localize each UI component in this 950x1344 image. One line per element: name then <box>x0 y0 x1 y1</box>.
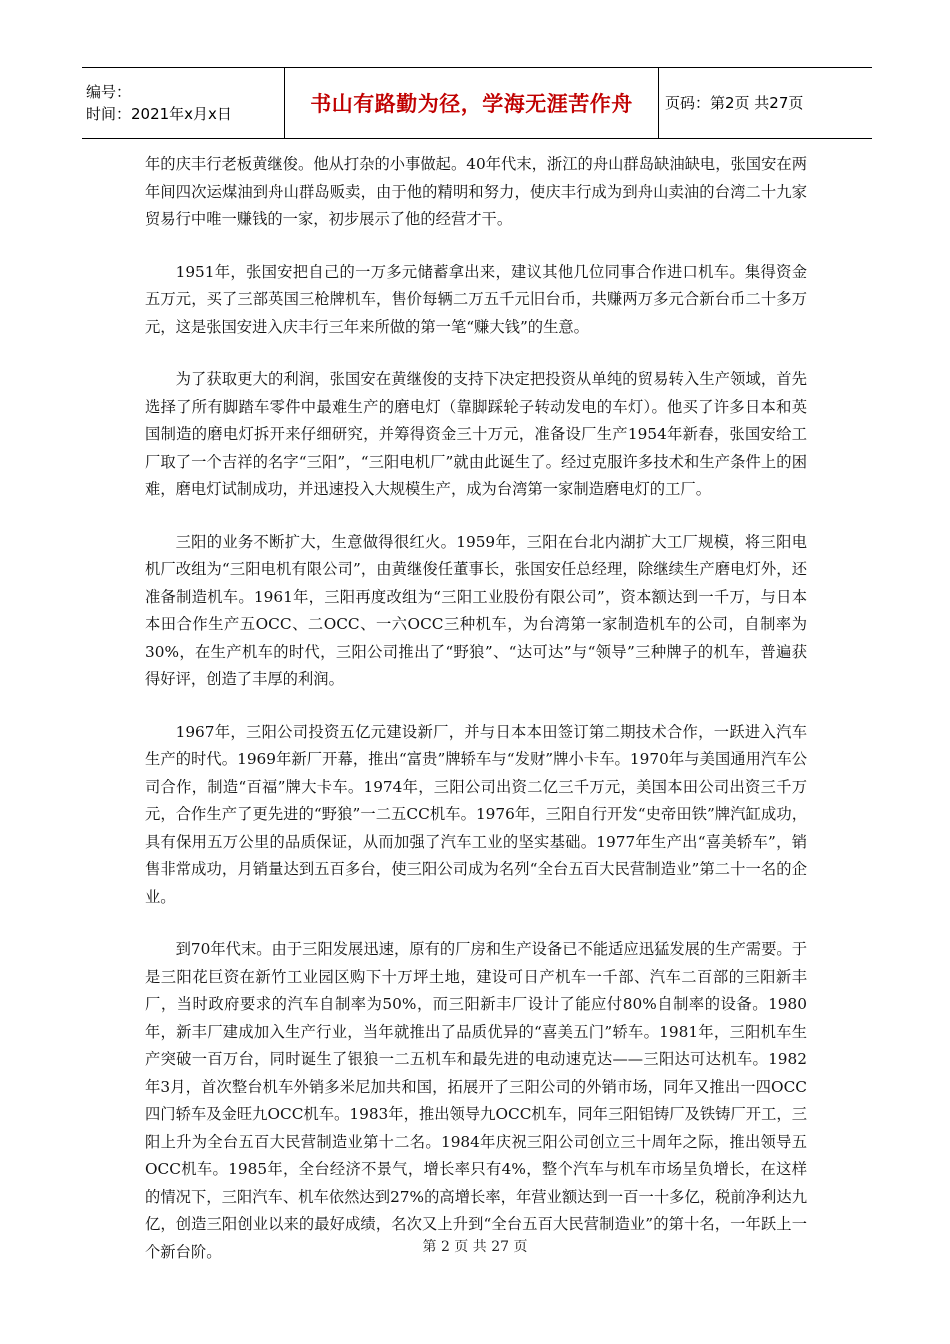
paragraph-2: 1951年，张国安把自己的一万多元储蓄拿出来，建议其他几位同事合作进口机车。集得资金五万元，买了三部英国三枪牌机车，售价每辆二万五千元旧台币，共赚两万多元合新台币二十多万元，这是张国安进入庆丰行三年来所做的第一笔“赚大钱”的生意。 <box>145 262 807 336</box>
header-page-cell <box>659 68 872 138</box>
header-motto-cell <box>285 68 659 138</box>
header-meta <box>82 68 285 138</box>
document-date-label: 时间：2021年x月x日 <box>86 105 232 123</box>
document-number-label: 编号： <box>86 83 132 101</box>
page-footer <box>0 1236 950 1256</box>
header-page-label: 页码：第2页 共27页 <box>665 94 804 112</box>
footer-page-number: 第 2 页 共 27 页 <box>422 1239 528 1255</box>
paragraph-6: 到70年代末。由于三阳发展迅速，原有的厂房和生产设备已不能适应迅猛发展的生产需要。于是三阳花巨资在新竹工业园区购下十万坪土地，建设可日产机车一千部、汽车二百部的三阳新丰厂，当时政府要求的汽车自制率为50%，而三阳新丰厂设计了能应付80%自制率的设备。1980年，新丰厂建成加入生产行业，当年就推出了品质优异的“喜美五门”轿车。1981年，三阳机车生产突破一百万台，同时诞生了银狼一二五机车和最先进的电动速克达——三阳达可达机车。1982年3月，首次整台机车外销多米尼加共和国，拓展开了三阳公司的外销市场，同年又推出一四OCC四门轿车及金旺九OCC机车。1983年，推出领导九OCC机车，同年三阳铝铸厂及铁铸厂开工，三阳上升为全台五百大民营制造业第十二名。1984年庆祝三阳公司创立三十周年之际，推出领导五OCC机车。1985年，全台经济不景气，增长率只有4%，整个汽车与机车市场呈负增长，在这样的情况下，三阳汽车、机车依然达到27%的高增长率，年营业额达到一百一十多亿，税前净利达九亿，创造三阳创业以来的最好成绩，名次又上升到“全台五百大民营制造业”的第十名，一年跃上一个新台阶。 <box>145 940 807 1261</box>
paragraph-1: 年的庆丰行老板黄继俊。他从打杂的小事做起。40年代末，浙江的舟山群岛缺油缺电，张国安在两年间四次运煤油到舟山群岛贩卖，由于他的精明和努力，使庆丰行成为到舟山卖油的台湾二十九家贸易行中唯一赚钱的一家，初步展示了他的经营才干。 <box>145 155 807 228</box>
paragraph-4: 三阳的业务不断扩大，生意做得很红火。1959年，三阳在台北内湖扩大工厂规模，将三阳电机厂改组为“三阳电机有限公司”，由黄继俊任董事长，张国安任总经理，除继续生产磨电灯外，还准备制造机车。1961年，三阳再度改组为“三阳工业股份有限公司”，资本额达到一千万，与日本本田合作生产五OCC、二OCC、一六OCC三种机车，为台湾第一家制造机车的公司，自制率为30%，在生产机车的时代，三阳公司推出了“野狼”、“达可达”与“领导”三种牌子的机车，普遍获得好评，创造了丰厚的利润。 <box>145 532 807 688</box>
paragraph-3: 为了获取更大的利润，张国安在黄继俊的支持下决定把投资从单纯的贸易转入生产领域，首先选择了所有脚踏车零件中最难生产的磨电灯（靠脚踩轮子转动发电的车灯）。他买了许多日本和英国制造的磨电灯拆开来仔细研究，并筹得资金三十万元，准备设厂生产1954年新春，张国安给工厂取了一个吉祥的名字“三阳”，“三阳电机厂”就由此诞生了。经过克服许多技术和生产条件上的困难，磨电灯试制成功，并迅速投入大规模生产，成为台湾第一家制造磨电灯的工厂。 <box>145 370 807 498</box>
paragraph-5: 1967年，三阳公司投资五亿元建设新厂，并与日本本田签订第二期技术合作，一跃进入汽车生产的时代。1969年新厂开幕，推出“富贵”牌轿车与“发财”牌小卡车。1970年与美国通用汽车公司合作，制造“百福”牌大卡车。1974年，三阳公司出资二亿三千万元，美国本田公司出资三千万元，合作生产了更先进的“野狼”一二五CC机车。1976年，三阳自行开发“史帝田铁”牌汽缸成功，具有保用五万公里的品质保证，从而加强了汽车工业的坚实基础。1977年生产出“喜美轿车”，销售非常成功，月销量达到五百多台，使三阳公司成为名列“全台五百大民营制造业”第二十一名的企业。 <box>145 722 807 906</box>
document-body <box>145 151 807 1291</box>
header-motto: 书山有路勤为径，学海无涯苦作舟 <box>310 92 633 116</box>
page-header <box>82 67 872 139</box>
